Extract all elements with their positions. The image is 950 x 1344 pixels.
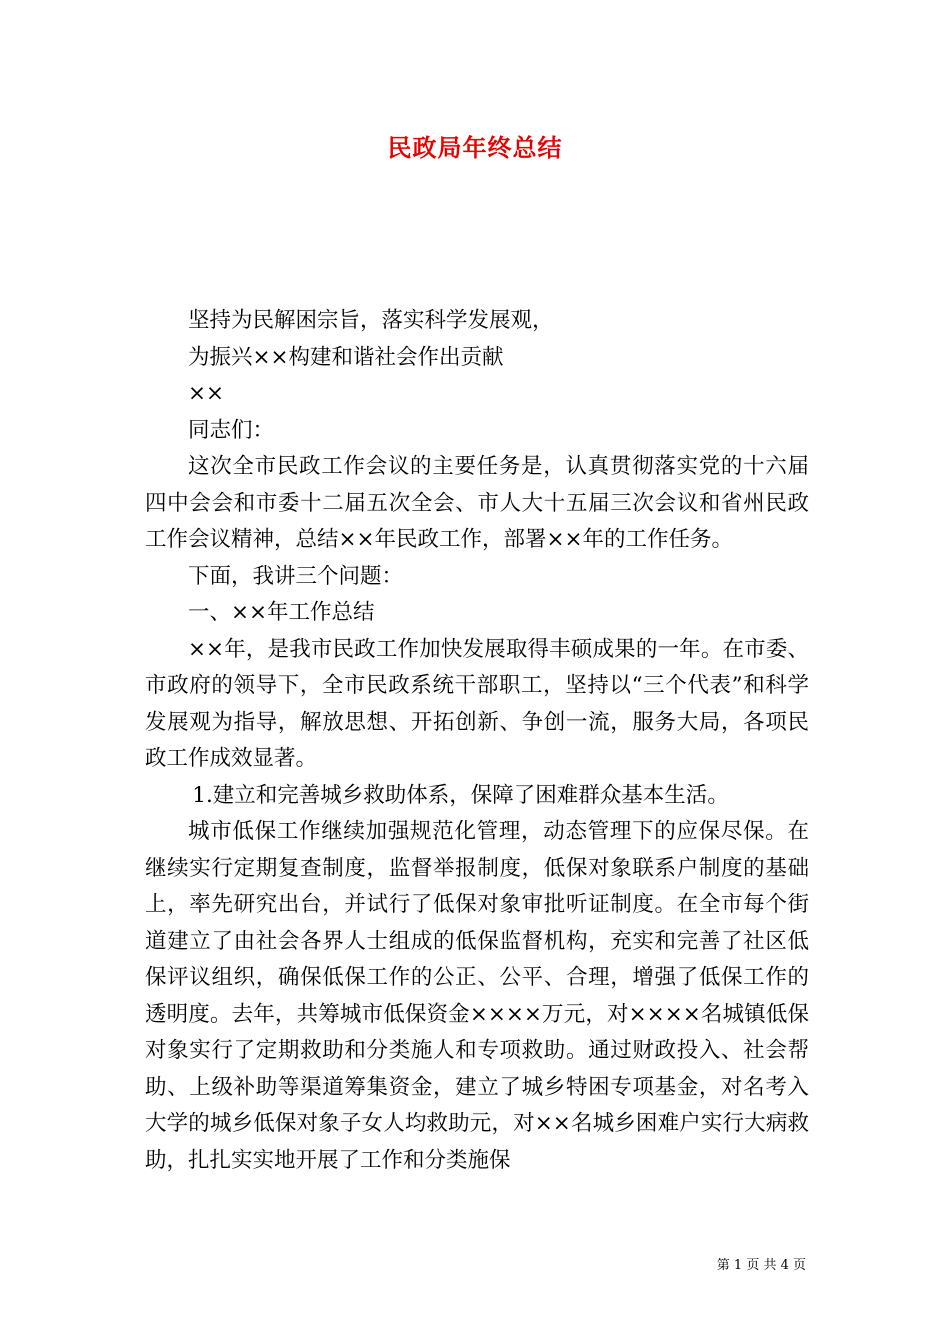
document-body: [145, 303, 809, 1179]
paragraph-1: 坚持为民解困宗旨，落实科学发展观，: [188, 308, 554, 333]
paragraph-5: 这次全市民政工作会议的主要任务是，认真贯彻落实党的十六届四中会会和市委十二届五次全会、市人大十五届三次会议和省州民政工作会议精神，总结××年民政工作，部署××年的工作任务。: [145, 454, 809, 552]
paragraph-8: 城市低保工作继续加强规范化管理，动态管理下的应保尽保。在继续实行定期复查制度，监督举报制度，低保对象联系户制度的基础上，率先研究出台，并试行了低保对象审批听证制度。在全市每个街道建立了由社会各界人士组成的低保监督机构，充实和完善了社区低保评议组织，确保低保工作的公正、公平、合理，增强了低保工作的透明度。去年，共筹城市低保资金××××万元，对××××名城镇低保对象实行了定期救助和分类施人和专项救助。通过财政投入、社会帮助、上级补助等渠道筹集资金，建立了城乡特困专项基金，对名考入大学的城乡低保对象子女人均救助元，对××名城乡困难户实行大病救助，扎扎实实地开展了工作和分类施保: [145, 819, 809, 1173]
paragraph-3: ××: [188, 381, 225, 406]
subsection-heading-1: 1.建立和完善城乡救助体系，保障了困难群众基本生活。: [192, 782, 729, 808]
page-number-footer: 第 1 页 共 4 页: [716, 1258, 806, 1273]
paragraph-2: 为振兴××构建和谐社会作出贡献: [188, 344, 504, 370]
paragraph-7: ××年，是我市民政工作加快发展取得丰硕成果的一年。在市委、市政府的领导下，全市民政系统干部职工，坚持以“三个代表”和科学发展观为指导，解放思想、开拓创新、争创一流，服务大局，各项民政工作成效显著。: [145, 636, 809, 771]
section-heading-1: 一、××年工作总结: [188, 600, 375, 625]
document-title: 民政局年终总结: [387, 133, 563, 162]
paragraph-4: 同志们：: [188, 417, 275, 443]
paragraph-6: 下面，我讲三个问题：: [188, 563, 404, 589]
